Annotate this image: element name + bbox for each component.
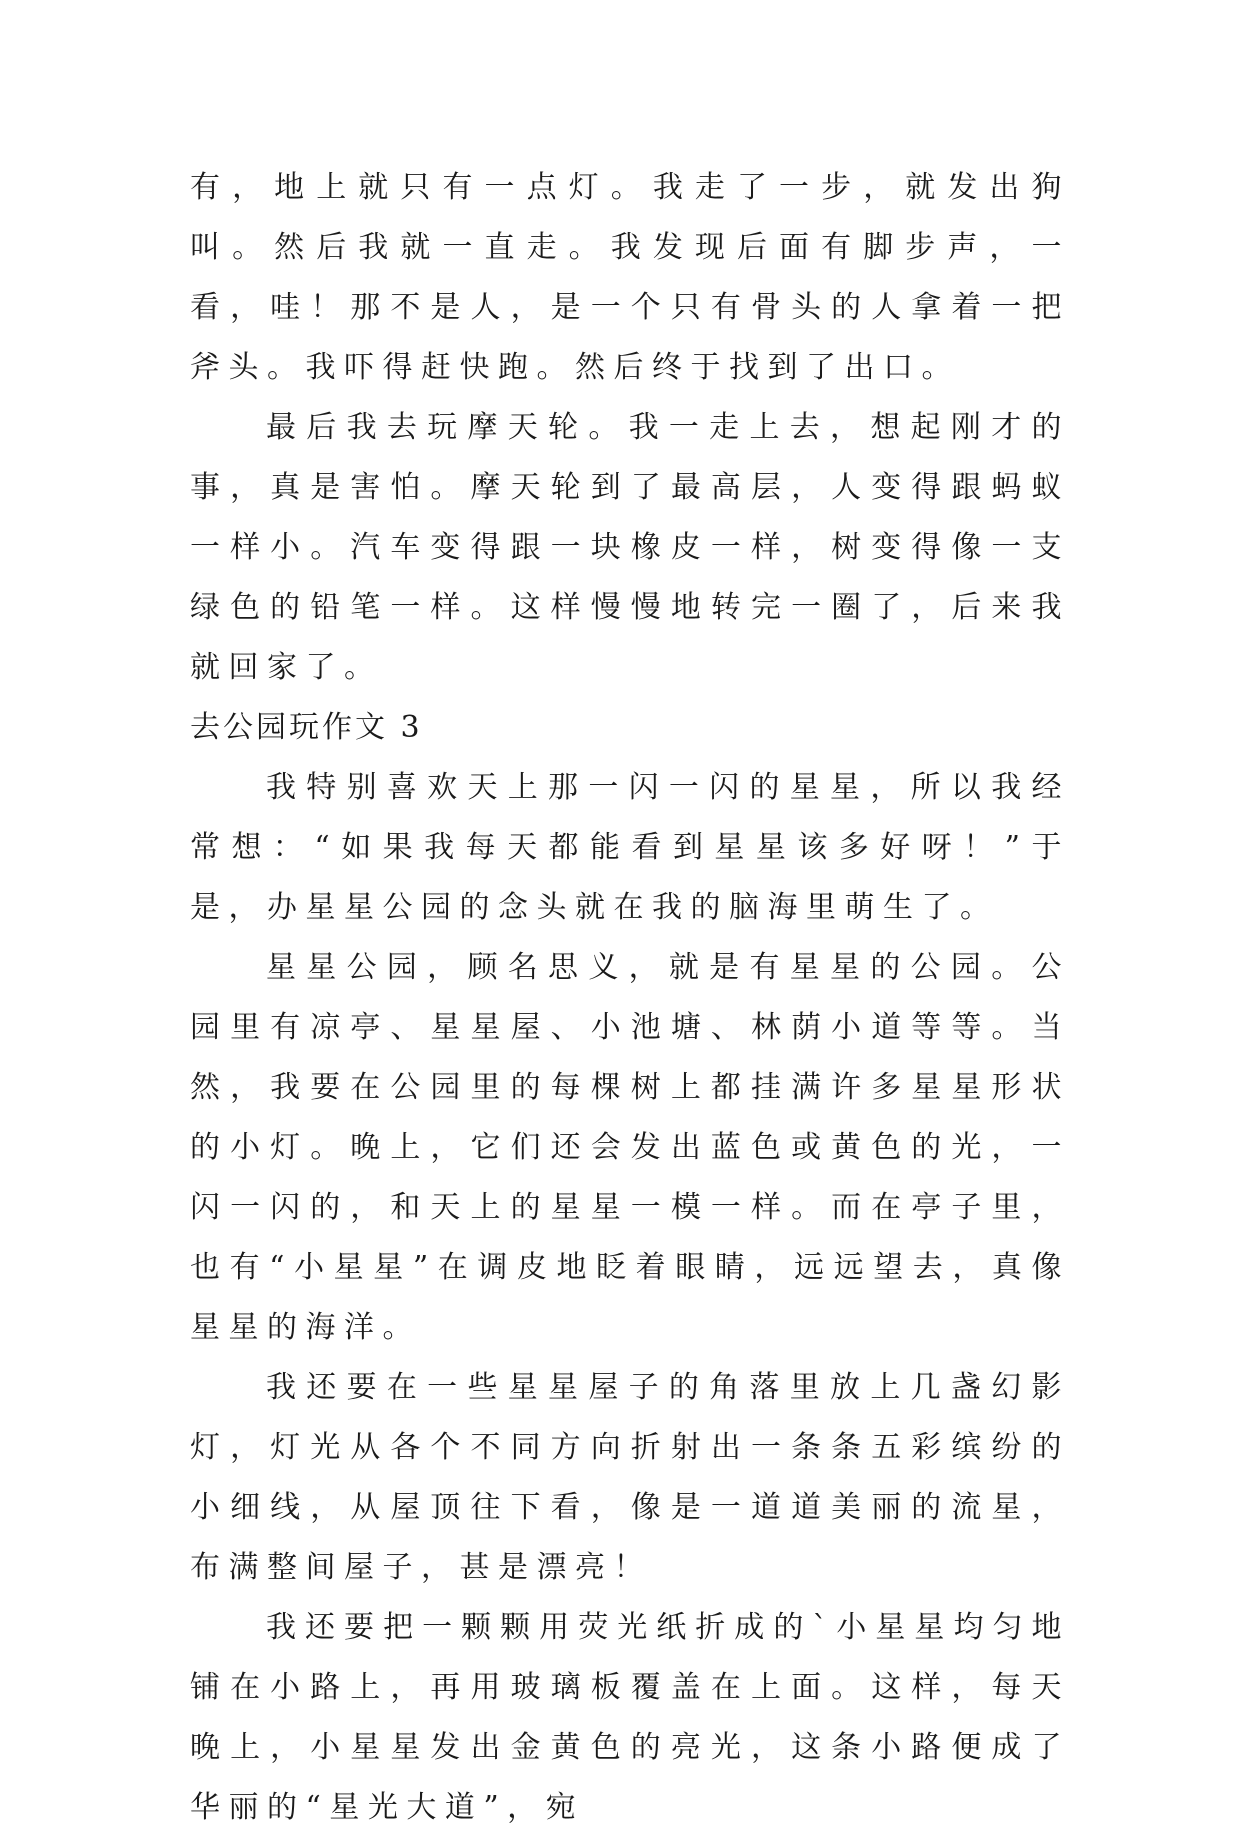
paragraph-star-park: 星星公园，顾名思义，就是有星星的公园。公园里有凉亭、星星屋、小池塘、林荫小道等等。当然，我要在公园里的每棵树上都挂满许多星星形状的小灯。晚上，它们还会发出蓝色或黄色的光，一闪一闪的，和天上的星星一模一样。而在亭子里，也有“小星星”在调皮地眨着眼睛，远远望去，真像星星的海洋。 — [190, 950, 1070, 1345]
section-title: 去公园玩作文 3 — [190, 710, 423, 745]
paragraph-star-road: 我还要把一颗颗用荧光纸折成的`小星星均匀地铺在小路上，再用玻璃板覆盖在上面。这样，每天晚上，小星星发出金黄色的亮光，这条小路便成了华丽的“星光大道”，宛 — [190, 1610, 1070, 1825]
paragraph-continuation: 有，地上就只有一点灯。我走了一步，就发出狗叫。然后我就一直走。我发现后面有脚步声，一看，哇！那不是人，是一个只有骨头的人拿着一把斧头。我吓得赶快跑。然后终于找到了出口。 — [190, 170, 1070, 385]
paragraph-ferris-wheel: 最后我去玩摩天轮。我一走上去，想起刚才的事，真是害怕。摩天轮到了最高层，人变得跟蚂蚁一样小。汽车变得跟一块橡皮一样，树变得像一支绿色的铅笔一样。这样慢慢地转完一圈了，后来我就回家了。 — [190, 410, 1070, 685]
document-body — [190, 158, 1070, 1838]
paragraph-stars-intro: 我特别喜欢天上那一闪一闪的星星，所以我经常想：“如果我每天都能看到星星该多好呀！”于是，办星星公园的念头就在我的脑海里萌生了。 — [190, 770, 1070, 925]
paragraph-phantom-lights: 我还要在一些星星屋子的角落里放上几盏幻影灯，灯光从各个不同方向折射出一条条五彩缤纷的小细线，从屋顶往下看，像是一道道美丽的流星，布满整间屋子，甚是漂亮！ — [190, 1370, 1070, 1585]
